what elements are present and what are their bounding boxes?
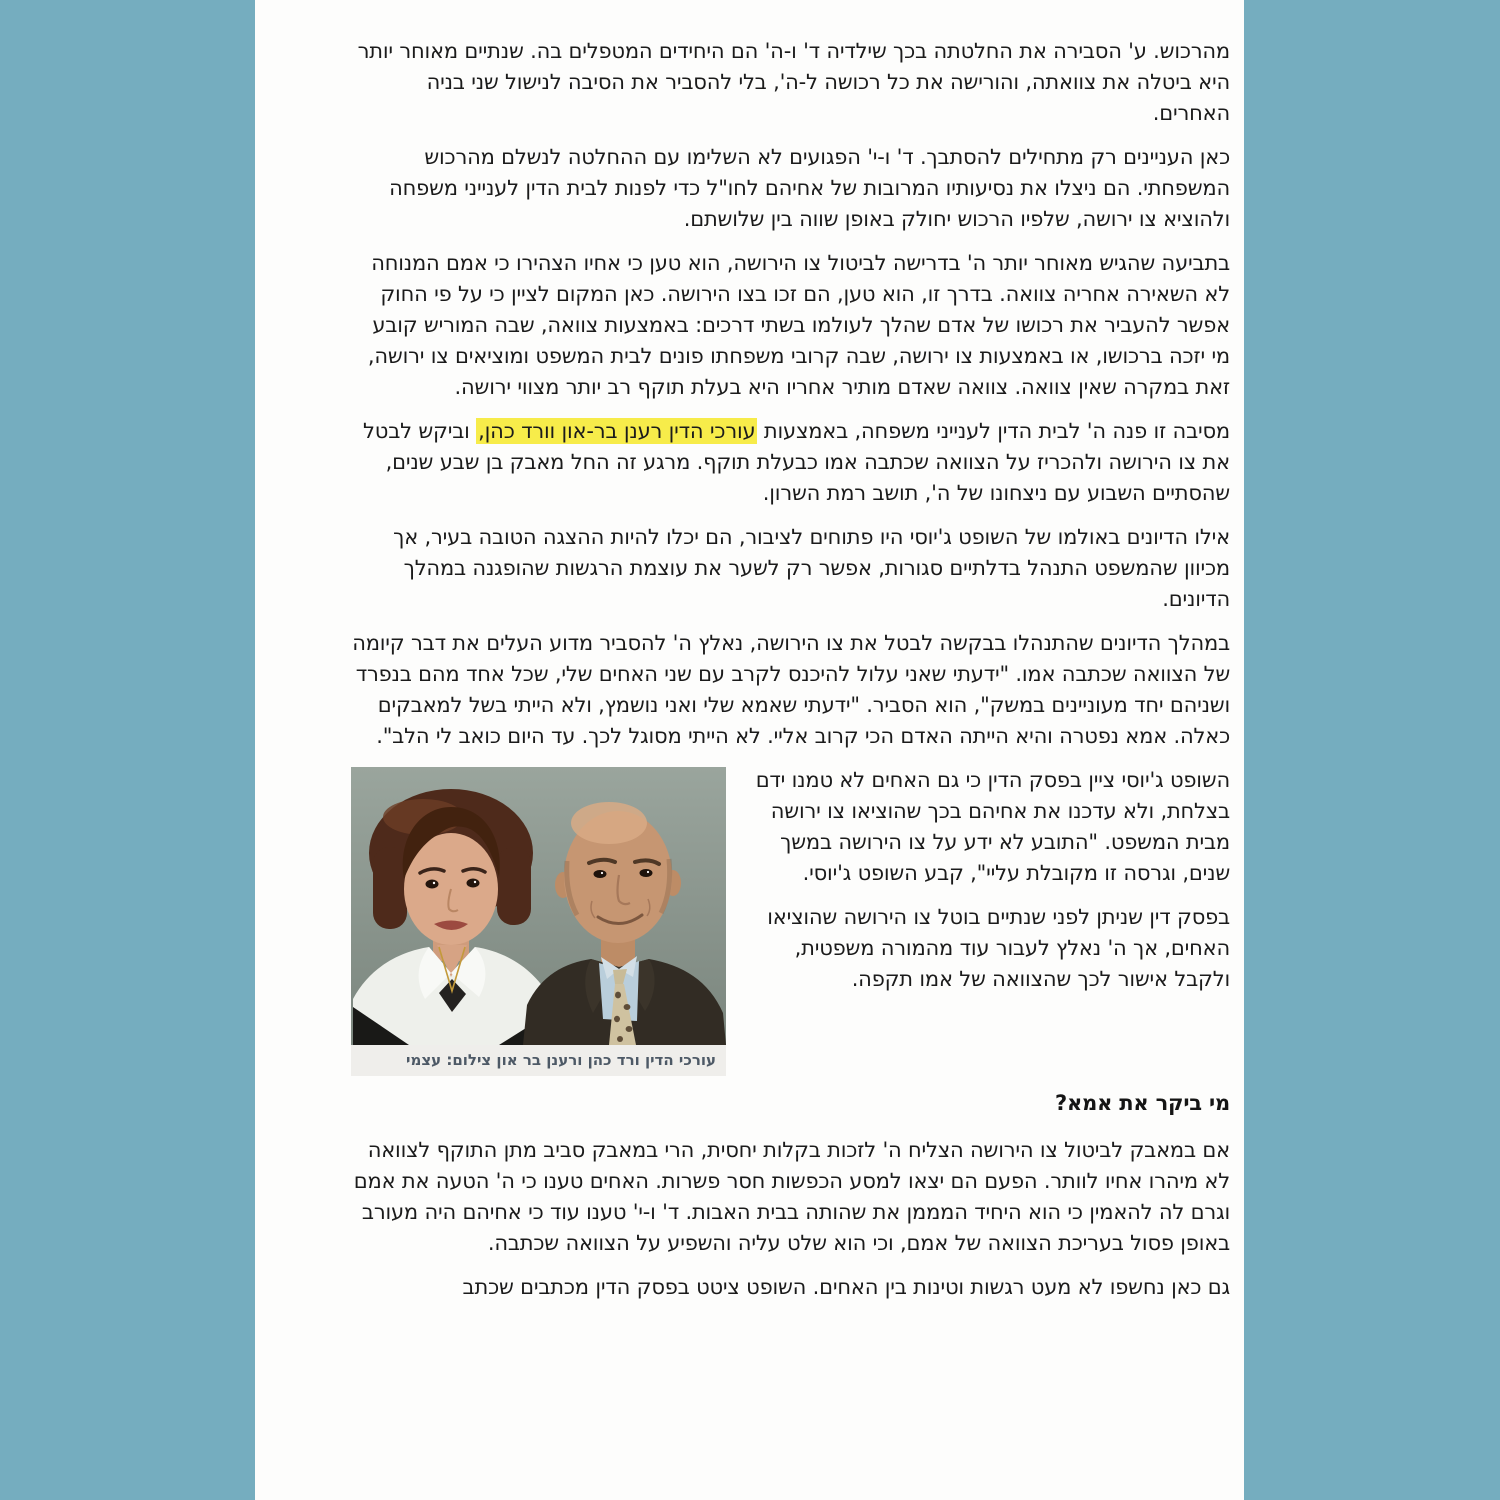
lawyers-photo bbox=[351, 767, 726, 1045]
photo-caption: עורכי הדין ורד כהן ורענן בר און צילום: עצמי bbox=[351, 1045, 726, 1076]
document-page bbox=[255, 0, 1244, 1500]
portrait-woman bbox=[353, 789, 553, 1045]
article-body bbox=[255, 0, 1244, 1303]
paragraph: במהלך הדיונים שהתנהלו בבקשה לבטל את צו הירושה, נאלץ ה' להסביר מדוע העלים את דבר קיומה של הצוואה שכתבה אמו. "ידעתי שאני עלול להיכנס לקרב עם שני האחים שלי, שכל אחד מהם בנפרד ושניהם יחד מעוניינים במשק", הוא הסביר. "ידעתי שאמא שלי ואני נושמץ, ולא הייתי בשל למאבקים כאלה. אמא נפטרה והיא הייתה האדם הכי קרוב אליי. לא הייתי מסוגל לכך. עד היום כואב לי הלב". bbox=[352, 631, 1230, 748]
paragraph: מהרכוש. ע' הסבירה את החלטתה בכך שילדיה ד' ו-ה' הם היחידים המטפלים בה. שנתיים מאוחר יותר היא ביטלה את צוואתה, והורישה את כל רכושה ל-ה', בלי להסביר את הסיבה לנישול שני בניה האחרים. bbox=[357, 39, 1230, 125]
paragraph-beside-photo: בפסק דין שניתן לפני שנתיים בוטל צו הירושה שהוציאו האחים, אך ה' נאלץ לעבור עוד מהמורה משפטית, ולקבל אישור לכך שהצוואה של אמו תקפה. bbox=[767, 905, 1230, 991]
highlight-after-text: וביקש לבטל את צו הירושה ולהכריז על הצוואה שכתבה אמו כבעלת תוקף. מרגע זה החל מאבק בן שבע שנים, שהסתיים השבוע עם ניצחונו של ה', תושב רמת השרון. bbox=[363, 419, 1230, 505]
paragraph: גם כאן נחשפו לא מעט רגשות וטינות בין האחים. השופט ציטט בפסק הדין מכתבים שכתב bbox=[462, 1275, 1230, 1299]
paragraph-with-highlight bbox=[351, 416, 1230, 509]
section-heading: מי ביקר את אמא? bbox=[1055, 1091, 1230, 1115]
highlight-before-text: מסיבה זו פנה ה' לבית הדין לענייני משפחה, באמצעות bbox=[757, 419, 1230, 443]
paragraph: כאן העניינים רק מתחילים להסתבך. ד' ו-י' הפגועים לא השלימו עם ההחלטה לנשלם מהרכוש המשפחתי. הם ניצלו את נסיעותיו המרובות של אחיהם לחו"ל כדי לפנות לבית הדין לענייני משפחה ולהוציא צו ירושה, שלפיו הרכוש יחולק באופן שווה בין שלושתם. bbox=[389, 145, 1230, 231]
paragraph: אילו הדיונים באולמו של השופט ג'יוסי היו פתוחים לציבור, הם יכלו להיות ההצגה הטובה בעיר, אך מכיוון שהמשפט התנהל בדלתיים סגורות, אפשר רק לשער את עוצמת הרגשות שהופגנה במהלך הדיונים. bbox=[393, 525, 1230, 611]
paragraph-beside-photo: השופט ג'יוסי ציין בפסק הדין כי גם האחים לא טמנו ידם בצלחת, ולא עדכנו את אחיהם בכך שהוציאו צו ירושה מבית המשפט. "התובע לא ידע על צו הירושה במשך שנים, וגרסה זו מקובלת עליי", קבע השופט ג'יוסי. bbox=[755, 768, 1230, 885]
paragraph: בתביעה שהגיש מאוחר יותר ה' בדרישה לביטול צו הירושה, הוא טען כי אחיו הצהירו כי אמם המנוחה לא השאירה אחריה צוואה. בדרך זו, הוא טען, הם זכו בצו הירושה. כאן המקום לציין כי על פי החוק אפשר להעביר את רכושו של אדם שהלך לעולמו בשתי דרכים: באמצעות צוואה, שבה המוריש קובע מי יזכה ברכושו, או באמצעות צו ירושה, שבה קרובי משפחתו פונים לבית המשפט ומוציאים צו ירושה, זאת במקרה שאין צוואה. צוואה שאדם מותיר אחריו היא בעלת תוקף רב יותר מצווי ירושה. bbox=[367, 251, 1230, 399]
photo-figure bbox=[351, 767, 726, 1076]
highlighted-lawyers-names: עורכי הדין רענן בר-און וורד כהן, bbox=[478, 419, 756, 443]
paragraph: אם במאבק לביטול צו הירושה הצליח ה' לזכות בקלות יחסית, הרי במאבק סביב מתן התוקף לצוואה לא מיהרו אחיו לוותר. הפעם הם יצאו למסע הכפשות חסר פשרות. האחים טענו כי ה' הטעה את אמם וגרם לה להאמין כי הוא היחיד המממן את שהותה בבית האבות. ד' ו-י' טענו עוד כי אחיהם היה מעורב באופן פסול בעריכת הצוואה של אמם, וכי הוא שלט עליה והשפיע על הצוואה שכתבה. bbox=[353, 1138, 1230, 1255]
